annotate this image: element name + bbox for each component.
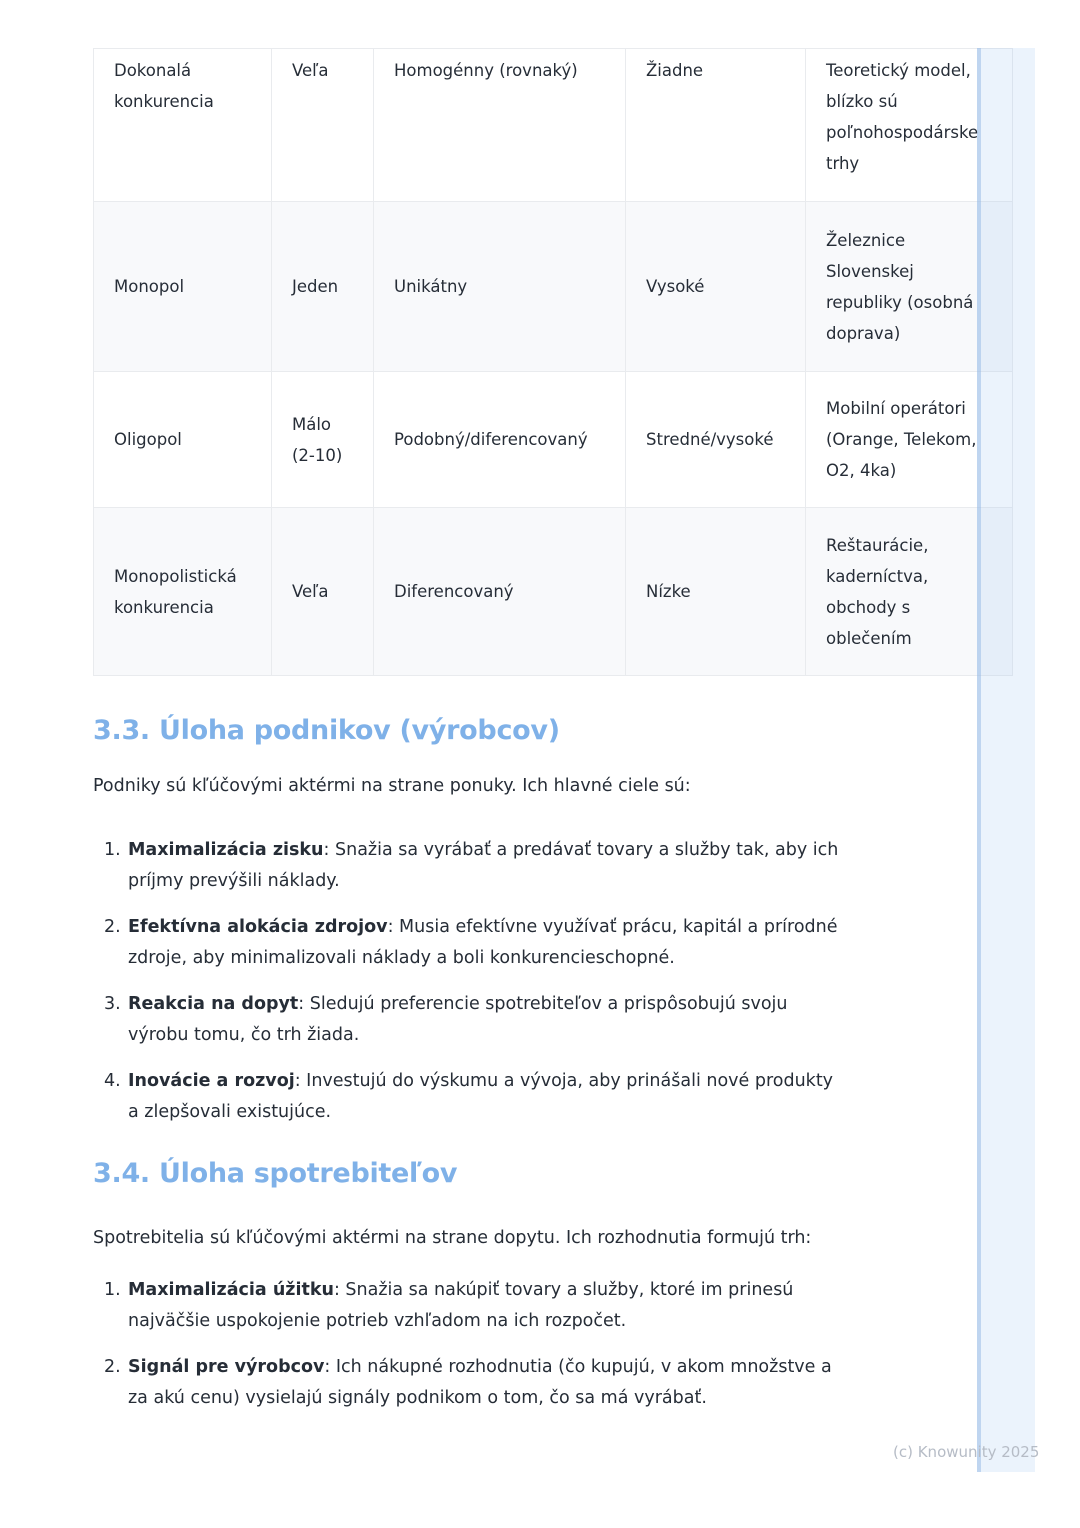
list-item-text: Inovácie a rozvoj: Investujú do výskumu a vývoja, aby prinášali nové produkty a zlepšovali existujúce. [128,1071,834,1122]
cell-sellers: Veľa [272,508,374,676]
cell-sellers: Málo (2-10) [272,372,374,508]
cell-example: Mobilní operátori (Orange, Telekom, O2, 4ka) [806,372,1013,508]
list-item [104,1066,1080,1128]
list-item-bold: Efektívna alokácia zdrojov [128,917,388,937]
table-row [94,202,1013,372]
cell-market: Oligopol [94,372,272,508]
list-item-number: 1. [104,1280,121,1300]
section-intro: Podniky sú kľúčovými aktérmi na strane ponuky. Ich hlavné ciele sú: [93,776,691,796]
list-item-text: Signál pre výrobcov: Ich nákupné rozhodnutia (čo kupujú, v akom množstve a za akú cenu) vysielajú signály podnikom o tom, čo sa má vyrábať. [128,1357,832,1408]
cell-barriers: Stredné/vysoké [626,372,806,508]
cell-sellers: Jeden [272,202,374,372]
cell-example: Železnice Slovenskej republiky (osobná doprava) [806,202,1013,372]
producers-goals-list [93,835,1080,1128]
section-heading-3-3: 3.3. Úloha podnikov (výrobcov) [93,715,560,746]
copyright-note: (c) Knowunity 2025 [893,1443,1040,1461]
list-item-text: Maximalizácia zisku: Snažia sa vyrábať a predávať tovary a služby tak, aby ich príjmy prevýšili náklady. [128,840,839,891]
market-structures-table [93,48,1013,676]
cell-sellers: Veľa [272,49,374,202]
cell-market: Monopolistická konkurencia [94,508,272,676]
list-item [104,989,1080,1051]
list-item-text: Maximalizácia úžitku: Snažia sa nakúpiť tovary a služby, ktoré im prinesú najväčšie uspokojenie potrieb vzhľadom na ich rozpočet. [128,1280,794,1331]
list-item [104,835,1080,897]
cell-product: Homogénny (rovnaký) [374,49,626,202]
cell-example: Teoretický model, blízko sú poľnohospodárske trhy [806,49,1013,202]
list-item-bold: Maximalizácia úžitku [128,1280,334,1300]
list-item-text: Reakcia na dopyt: Sledujú preferencie spotrebiteľov a prispôsobujú svoju výrobu tomu, čo trh žiada. [128,994,788,1045]
table-row [94,372,1013,508]
list-item-number: 2. [104,1357,121,1377]
cell-product: Unikátny [374,202,626,372]
list-item-number: 2. [104,917,121,937]
list-item-bold: Signál pre výrobcov [128,1357,325,1377]
list-item [104,1275,1080,1337]
list-item [104,912,1080,974]
cell-example: Reštaurácie, kaderníctva, obchody s oblečením [806,508,1013,676]
list-item-bold: Inovácie a rozvoj [128,1071,295,1091]
cell-barriers: Vysoké [626,202,806,372]
list-item-text: Efektívna alokácia zdrojov: Musia efektívne využívať prácu, kapitál a prírodné zdroje, aby minimalizovali náklady a boli konkurencieschopné. [128,917,838,968]
list-item-number: 4. [104,1071,121,1091]
table-row [94,49,1013,202]
consumers-goals-list [93,1275,1080,1414]
table-row [94,508,1013,676]
section-intro: Spotrebitelia sú kľúčovými aktérmi na strane dopytu. Ich rozhodnutia formujú trh: [93,1228,812,1248]
list-item-bold: Maximalizácia zisku [128,840,324,860]
list-item [104,1352,1080,1414]
cell-barriers: Nízke [626,508,806,676]
cell-market: Monopol [94,202,272,372]
cell-product: Diferencovaný [374,508,626,676]
list-item-number: 1. [104,840,121,860]
section-heading-3-4: 3.4. Úloha spotrebiteľov [93,1158,458,1189]
list-item-bold: Reakcia na dopyt [128,994,299,1014]
cell-barriers: Žiadne [626,49,806,202]
cell-product: Podobný/diferencovaný [374,372,626,508]
cell-market: Dokonalá konkurencia [94,49,272,202]
list-item-number: 3. [104,994,121,1014]
